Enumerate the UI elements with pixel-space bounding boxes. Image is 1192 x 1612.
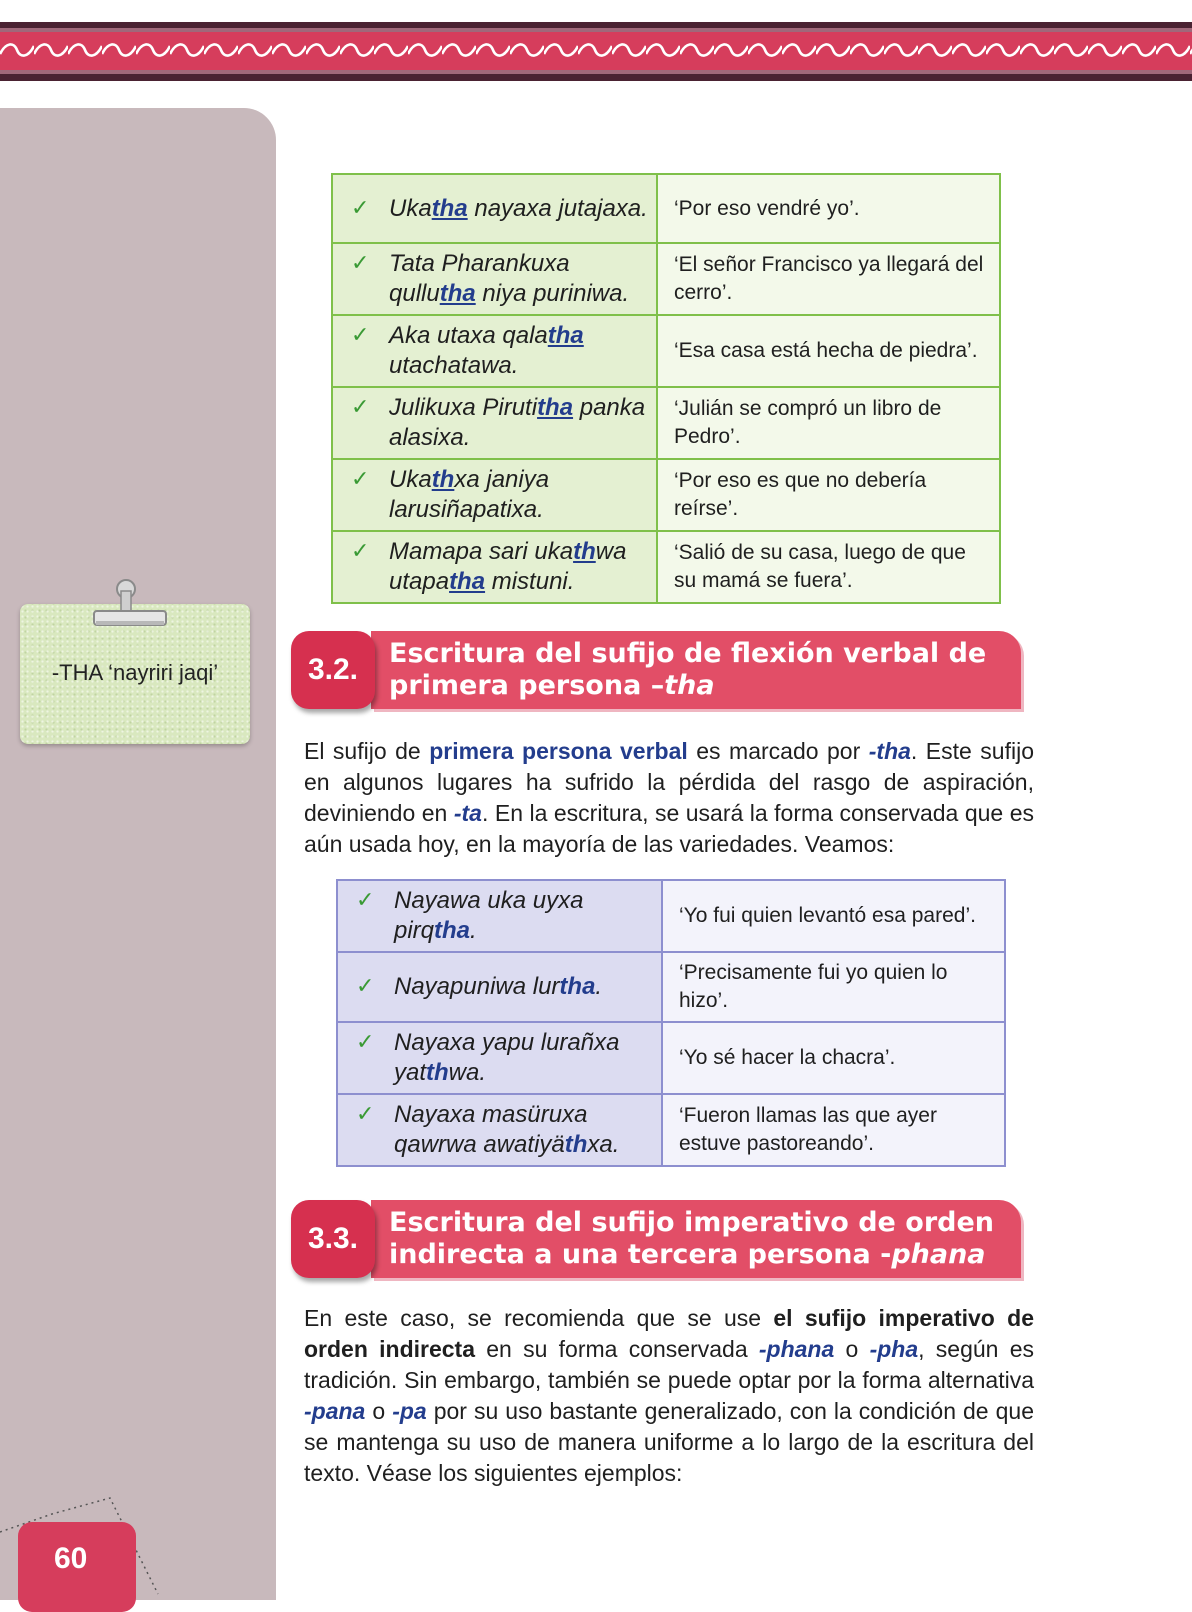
- aymara-text: Uka: [389, 466, 432, 493]
- aymara-text: Nayawa uka uyxa pirq: [394, 887, 584, 944]
- table-row: [332, 531, 1000, 603]
- suffix-highlight: tha: [431, 194, 468, 222]
- table-row: [332, 243, 1000, 315]
- aymara-text: Uka: [389, 194, 432, 222]
- paragraph-first-person: [304, 736, 1034, 860]
- text: o: [365, 1398, 393, 1424]
- aymara-text: panka alasixa.: [389, 394, 646, 451]
- table-row: [337, 952, 1005, 1022]
- left-sidebar: [0, 108, 276, 1600]
- section-title-suffix: phana: [891, 1239, 986, 1270]
- spanish-cell: [657, 387, 1000, 459]
- text: en su forma conservada: [475, 1336, 759, 1362]
- spanish-translation: ‘Fueron llamas las que ayer estuve pastoreando’.: [679, 1104, 937, 1155]
- spanish-cell: [662, 1022, 1005, 1094]
- aymara-text: Mamapa sari uka: [389, 538, 574, 565]
- page-number-badge: [18, 1522, 136, 1612]
- spanish-translation: ‘Esa casa está hecha de piedra’.: [674, 339, 978, 362]
- aymara-cell: [332, 459, 657, 531]
- aymara-text: .: [470, 917, 477, 944]
- table-row: [332, 387, 1000, 459]
- aymara-text: utachatawa.: [389, 352, 519, 379]
- spanish-translation: ‘Por eso vendré yo’.: [674, 196, 860, 220]
- aymara-text: Nayapuniwa lur: [394, 973, 560, 1000]
- aymara-text: Nayaxa masüruxa qawrwa awatiyä: [394, 1101, 588, 1158]
- examples-table-tha-1: [331, 173, 1001, 604]
- suffix-highlight: -pha: [869, 1336, 919, 1362]
- section-title: [389, 638, 1009, 702]
- spanish-cell: [657, 243, 1000, 315]
- suffix-highlight: -ta: [453, 800, 482, 826]
- text: . Este sufijo en algunos lugares ha sufrido la pérdida del rasgo de aspiración, deviniendo en: [304, 738, 1034, 826]
- check-icon: ✓: [351, 322, 370, 347]
- suffix-highlight: tha: [449, 568, 486, 595]
- section-number-badge: [291, 631, 375, 709]
- aymara-cell: [332, 243, 657, 315]
- suffix-highlight: tha: [439, 280, 476, 307]
- spanish-translation: ‘El señor Francisco ya llegará del cerro’.: [674, 253, 984, 304]
- aymara-text: xa.: [587, 1131, 620, 1158]
- section-title-suffix: tha: [664, 670, 715, 701]
- text: , según es tradición. Sin embargo, también se puede optar por la forma alternativa: [304, 1336, 1034, 1393]
- section-title-text: Escritura del sufijo imperativo de orden indirecta a una tercera persona -: [389, 1207, 994, 1270]
- aymara-text: wa utapa: [389, 538, 627, 595]
- table-row: [332, 459, 1000, 531]
- suffix-highlight: tha: [434, 917, 471, 944]
- suffix-highlight: -phana: [758, 1336, 835, 1362]
- aymara-text: niya puriniwa.: [475, 280, 630, 307]
- check-icon: ✓: [351, 394, 370, 419]
- aymara-text: Julikuxa Piruti: [389, 394, 538, 421]
- note-label: -THA ‘nayriri jaqi’: [51, 660, 219, 685]
- aymara-text: nayaxa jutajaxa.: [467, 194, 648, 222]
- spanish-translation: ‘Yo sé hacer la chacra’.: [679, 1046, 896, 1069]
- text: . En la escritura, se usará la forma conservada que es aún usada hoy, en la mayoría de las variedades. Veamos:: [304, 800, 1034, 857]
- spanish-cell: [657, 531, 1000, 603]
- suffix-highlight: th: [426, 1059, 449, 1086]
- table-row: [337, 880, 1005, 952]
- aymara-cell: [332, 387, 657, 459]
- suffix-highlight: th: [573, 538, 596, 565]
- suffix-highlight: th: [564, 1131, 588, 1158]
- paragraph-imperative: [304, 1303, 1034, 1489]
- section-header-3-2: [291, 631, 1021, 709]
- table-row: [332, 315, 1000, 387]
- spanish-translation: ‘Yo fui quien levantó esa pared’.: [679, 904, 976, 927]
- section-number-badge: [291, 1200, 375, 1278]
- examples-table-tha-2: [336, 879, 1006, 1167]
- suffix-highlight: tha: [537, 394, 574, 421]
- text: En este caso, se recomienda que se use: [304, 1305, 774, 1331]
- check-icon: ✓: [356, 1101, 375, 1126]
- text: El sufijo de: [304, 738, 430, 764]
- check-icon: ✓: [351, 250, 370, 275]
- text: o: [834, 1336, 870, 1362]
- aymara-text: Tata Pharankuxa qullu: [389, 250, 570, 307]
- aymara-text: wa.: [448, 1059, 487, 1086]
- aymara-text: xa janiya larusiñapatixa.: [389, 466, 550, 523]
- section-number: 3.3.: [307, 1222, 359, 1255]
- section-number: 3.2.: [307, 653, 359, 686]
- section-title: [389, 1207, 1009, 1271]
- aymara-text: mistuni.: [485, 568, 575, 595]
- term-highlight: primera persona verbal: [429, 738, 688, 764]
- suffix-highlight: -tha: [868, 738, 911, 764]
- spanish-cell: [657, 315, 1000, 387]
- aymara-cell: [337, 880, 662, 952]
- suffix-highlight: tha: [547, 322, 584, 349]
- table-row: [332, 174, 1000, 243]
- aymara-text: .: [595, 973, 603, 1000]
- text: es marcado por: [687, 738, 869, 764]
- section-header-3-3: [291, 1200, 1021, 1278]
- spanish-translation: ‘Julián se compró un libro de Pedro’.: [674, 397, 942, 448]
- term-highlight: el sufijo imperativo de orden indirecta: [304, 1305, 1035, 1362]
- aymara-cell: [337, 1094, 662, 1166]
- check-icon: ✓: [351, 538, 370, 563]
- spanish-translation: ‘Salió de su casa, luego de que su mamá se fuera’.: [674, 541, 966, 592]
- section-title-text: Escritura del sufijo de flexión verbal de primera persona –: [389, 638, 987, 701]
- aymara-cell: [337, 1022, 662, 1094]
- check-icon: ✓: [356, 887, 375, 912]
- spanish-cell: [662, 880, 1005, 952]
- spanish-cell: [657, 459, 1000, 531]
- spanish-cell: [657, 174, 1000, 243]
- aymara-cell: [332, 531, 657, 603]
- spanish-cell: [662, 1094, 1005, 1166]
- spanish-translation: ‘Precisamente fui yo quien lo hizo’.: [679, 961, 948, 1012]
- paper-clip-icon: [92, 577, 168, 635]
- spanish-cell: [662, 952, 1005, 1022]
- text: por su uso bastante generalizado, con la condición de que se mantenga su uso de manera uniforme a lo largo de la escritura del texto. Véase los siguientes ejemplos:: [304, 1398, 1034, 1486]
- suffix-highlight: -pana: [304, 1398, 366, 1424]
- spanish-translation: ‘Por eso es que no debería reírse’.: [674, 469, 927, 520]
- aymara-text: Aka utaxa qala: [389, 322, 548, 349]
- suffix-highlight: -pa: [392, 1398, 427, 1424]
- aymara-cell: [332, 315, 657, 387]
- suffix-highlight: tha: [559, 973, 596, 1000]
- aymara-cell: [332, 174, 657, 243]
- aymara-cell: [337, 952, 662, 1022]
- page-number: 60: [54, 1542, 88, 1575]
- table-row: [337, 1094, 1005, 1166]
- check-icon: ✓: [351, 194, 370, 220]
- aymara-text: Nayaxa yapu lurañxa yat: [394, 1029, 620, 1086]
- table-row: [337, 1022, 1005, 1094]
- check-icon: ✓: [351, 466, 370, 491]
- suffix-highlight: th: [431, 466, 455, 493]
- check-icon: ✓: [356, 1029, 375, 1054]
- decorative-header-band: [0, 0, 1192, 88]
- check-icon: ✓: [356, 973, 375, 998]
